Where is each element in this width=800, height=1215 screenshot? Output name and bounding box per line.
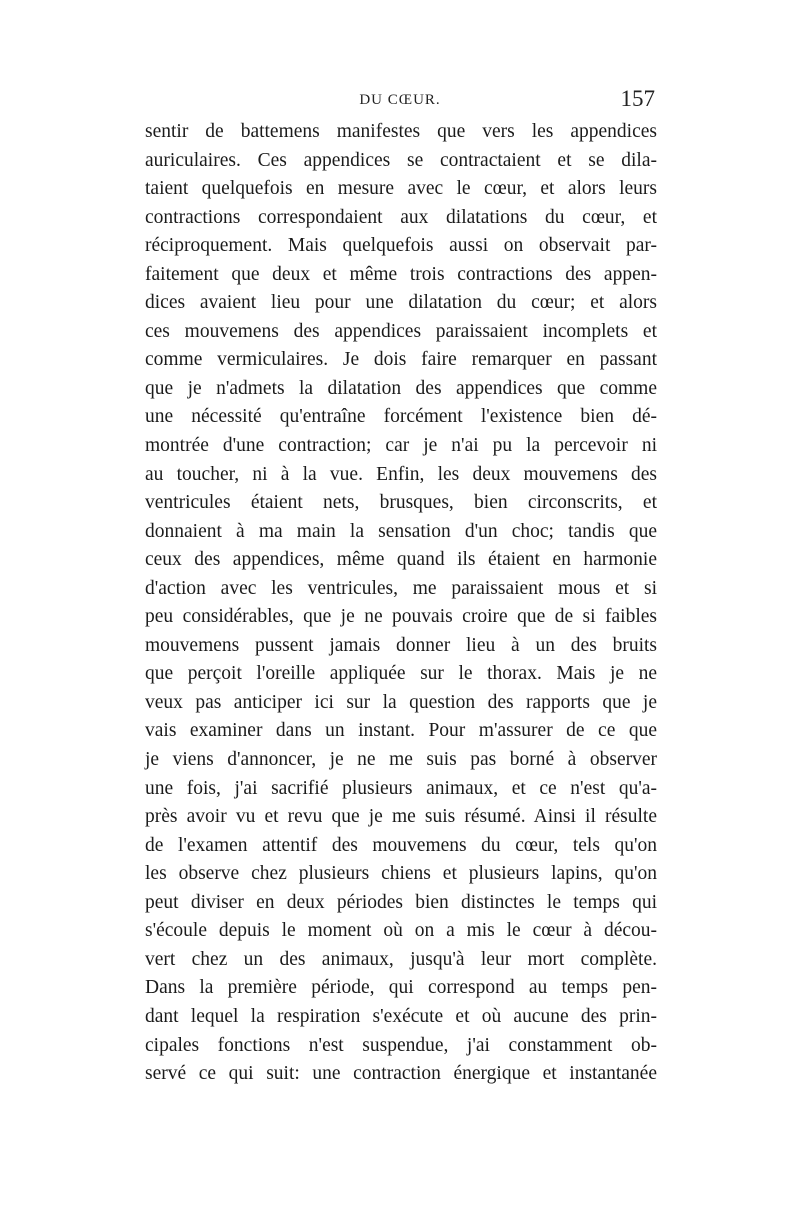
text-line: mouvemens pussent jamais donner lieu à un des bruits (145, 634, 657, 656)
text-line: dices avaient lieu pour une dilatation du cœur; et alors (145, 292, 657, 314)
text-line: les observe chez plusieurs chiens et plusieurs lapins, qu'on (145, 863, 657, 885)
text-line: comme vermiculaires. Je dois faire remarquer en passant (145, 349, 657, 371)
text-line: contractions correspondaient aux dilatations du cœur, et (145, 206, 657, 228)
text-line: ces mouvemens des appendices paraissaient incomplets et (145, 320, 657, 342)
text-line: ceux des appendices, même quand ils étaient en harmonie (145, 549, 657, 571)
text-line: que perçoit l'oreille appliquée sur le thorax. Mais je ne (145, 663, 657, 685)
text-line: montrée d'une contraction; car je n'ai pu la percevoir ni (145, 435, 657, 457)
text-line: ventricules étaient nets, brusques, bien circonscrits, et (145, 492, 657, 514)
text-line: une fois, j'ai sacrifié plusieurs animaux, et ce n'est qu'a- (145, 777, 657, 799)
page-number: 157 (620, 86, 655, 111)
text-line: taient quelquefois en mesure avec le cœur, et alors leurs (145, 178, 657, 200)
text-line: près avoir vu et revu que je me suis résumé. Ainsi il résulte (145, 806, 657, 828)
text-line: peu considérables, que je ne pouvais croire que de si faibles (145, 606, 657, 628)
text-line: donnaient à ma main la sensation d'un choc; tandis que (145, 520, 657, 542)
text-line: Dans la première période, qui correspond au temps pen- (145, 977, 657, 999)
text-line: d'action avec les ventricules, me paraissaient mous et si (145, 577, 657, 599)
text-line: vert chez un des animaux, jusqu'à leur mort complète. (145, 948, 657, 970)
text-line: réciproquement. Mais quelquefois aussi on observait par- (145, 235, 657, 257)
text-line: je viens d'annoncer, je ne me suis pas borné à observer (145, 749, 657, 771)
text-line: de l'examen attentif des mouvemens du cœur, tels qu'on (145, 834, 657, 856)
text-line: vais examiner dans un instant. Pour m'assurer de ce que (145, 720, 657, 742)
text-line: peut diviser en deux périodes bien distinctes le temps qui (145, 891, 657, 913)
text-line: cipales fonctions n'est suspendue, j'ai constamment ob- (145, 1034, 657, 1056)
text-line: une nécessité qu'entraîne forcément l'existence bien dé- (145, 406, 657, 428)
body-text (145, 118, 657, 1089)
text-line: s'écoule depuis le moment où on a mis le cœur à décou- (145, 920, 657, 942)
running-title: DU CŒUR. (359, 92, 441, 108)
text-line: servé ce qui suit: une contraction énergique et instantanée (145, 1063, 657, 1085)
text-line: au toucher, ni à la vue. Enfin, les deux mouvemens des (145, 463, 657, 485)
text-line: sentir de battemens manifestes que vers les appendices (145, 121, 657, 142)
text-line: auriculaires. Ces appendices se contractaient et se dila- (145, 149, 657, 171)
text-line: dant lequel la respiration s'exécute et où aucune des prin- (145, 1005, 657, 1027)
text-line: faitement que deux et même trois contractions des appen- (145, 263, 657, 285)
text-line: que je n'admets la dilatation des appendices que comme (145, 377, 657, 399)
text-line: veux pas anticiper ici sur la question des rapports que je (145, 691, 657, 713)
